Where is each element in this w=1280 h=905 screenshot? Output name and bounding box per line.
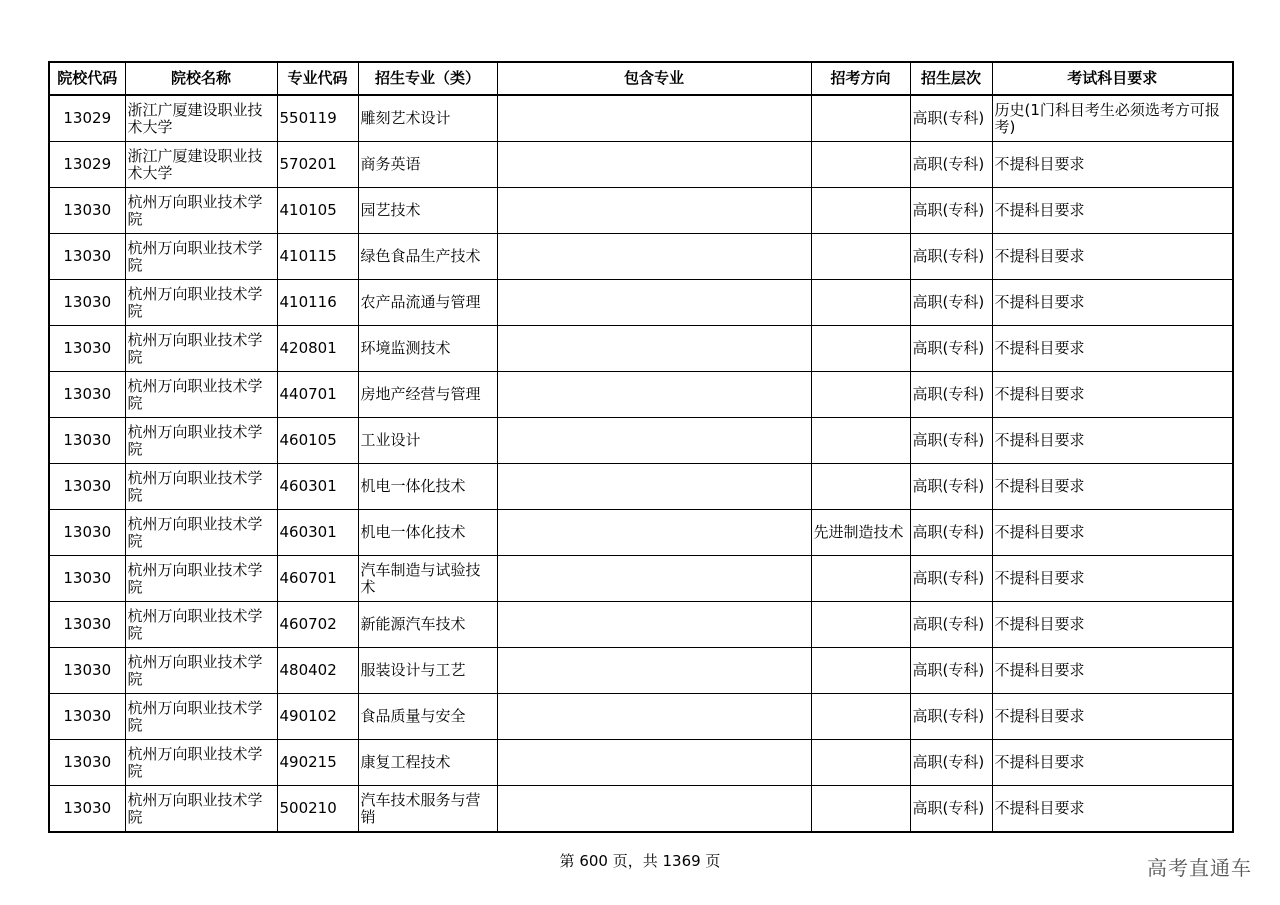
cell-direction — [811, 280, 910, 326]
cell-school-name: 杭州万向职业技术学院 — [125, 648, 277, 694]
cell-subject-requirement: 不提科目要求 — [992, 142, 1233, 188]
cell-direction — [811, 418, 910, 464]
cell-major-code: 480402 — [277, 648, 358, 694]
cell-school-name: 浙江广厦建设职业技术大学 — [125, 142, 277, 188]
cell-subject-requirement: 不提科目要求 — [992, 234, 1233, 280]
cell-major: 商务英语 — [358, 142, 497, 188]
cell-school-code: 13030 — [49, 280, 125, 326]
cell-major: 新能源汽车技术 — [358, 602, 497, 648]
page-number: 第 600 页，共 1369 页 — [559, 852, 721, 870]
cell-included-majors — [497, 648, 811, 694]
cell-level: 高职(专科) — [910, 142, 992, 188]
table-row — [49, 510, 1233, 556]
cell-major-code: 500210 — [277, 786, 358, 833]
cell-major: 机电一体化技术 — [358, 510, 497, 556]
cell-school-name: 杭州万向职业技术学院 — [125, 418, 277, 464]
cell-level: 高职(专科) — [910, 418, 992, 464]
cell-school-code: 13030 — [49, 188, 125, 234]
cell-major-code: 490102 — [277, 694, 358, 740]
cell-included-majors — [497, 95, 811, 142]
cell-school-name: 杭州万向职业技术学院 — [125, 556, 277, 602]
cell-school-name: 杭州万向职业技术学院 — [125, 372, 277, 418]
cell-school-code: 13030 — [49, 556, 125, 602]
cell-school-name: 杭州万向职业技术学院 — [125, 510, 277, 556]
table-row — [49, 188, 1233, 234]
cell-subject-requirement: 不提科目要求 — [992, 556, 1233, 602]
cell-subject-requirement: 不提科目要求 — [992, 602, 1233, 648]
cell-school-code: 13030 — [49, 372, 125, 418]
cell-subject-requirement: 不提科目要求 — [992, 326, 1233, 372]
cell-major: 服装设计与工艺 — [358, 648, 497, 694]
table-row — [49, 326, 1233, 372]
cell-major-code: 460105 — [277, 418, 358, 464]
cell-school-code: 13029 — [49, 142, 125, 188]
cell-included-majors — [497, 602, 811, 648]
cell-level: 高职(专科) — [910, 694, 992, 740]
cell-subject-requirement: 不提科目要求 — [992, 418, 1233, 464]
table-row — [49, 418, 1233, 464]
cell-level: 高职(专科) — [910, 372, 992, 418]
cell-school-name: 杭州万向职业技术学院 — [125, 234, 277, 280]
cell-level: 高职(专科) — [910, 234, 992, 280]
cell-included-majors — [497, 740, 811, 786]
cell-included-majors — [497, 326, 811, 372]
cell-direction — [811, 188, 910, 234]
table-row — [49, 602, 1233, 648]
cell-major: 农产品流通与管理 — [358, 280, 497, 326]
cell-major: 汽车制造与试验技术 — [358, 556, 497, 602]
cell-subject-requirement: 不提科目要求 — [992, 372, 1233, 418]
cell-major-code: 550119 — [277, 95, 358, 142]
table-row — [49, 464, 1233, 510]
cell-school-name: 杭州万向职业技术学院 — [125, 326, 277, 372]
cell-direction — [811, 602, 910, 648]
cell-level: 高职(专科) — [910, 510, 992, 556]
table-row — [49, 372, 1233, 418]
cell-major: 环境监测技术 — [358, 326, 497, 372]
cell-level: 高职(专科) — [910, 464, 992, 510]
header-school-name: 院校名称 — [125, 62, 277, 95]
cell-school-name: 杭州万向职业技术学院 — [125, 188, 277, 234]
cell-major-code: 410105 — [277, 188, 358, 234]
table-row — [49, 142, 1233, 188]
header-row — [49, 62, 1233, 95]
header-direction: 招考方向 — [811, 62, 910, 95]
cell-school-name: 杭州万向职业技术学院 — [125, 464, 277, 510]
cell-included-majors — [497, 188, 811, 234]
cell-major-code: 460702 — [277, 602, 358, 648]
cell-subject-requirement: 不提科目要求 — [992, 648, 1233, 694]
cell-major: 工业设计 — [358, 418, 497, 464]
cell-direction — [811, 372, 910, 418]
cell-school-name: 杭州万向职业技术学院 — [125, 786, 277, 833]
cell-direction — [811, 694, 910, 740]
cell-direction — [811, 556, 910, 602]
cell-school-code: 13029 — [49, 95, 125, 142]
cell-school-code: 13030 — [49, 418, 125, 464]
cell-subject-requirement: 历史(1门科目考生必须选考方可报考) — [992, 95, 1233, 142]
cell-major-code: 410116 — [277, 280, 358, 326]
cell-major-code: 440701 — [277, 372, 358, 418]
cell-level: 高职(专科) — [910, 740, 992, 786]
cell-direction: 先进制造技术 — [811, 510, 910, 556]
cell-subject-requirement: 不提科目要求 — [992, 188, 1233, 234]
watermark-logo: 高考直通车 — [1147, 856, 1252, 880]
cell-included-majors — [497, 694, 811, 740]
cell-included-majors — [497, 786, 811, 833]
cell-school-code: 13030 — [49, 510, 125, 556]
cell-level: 高职(专科) — [910, 95, 992, 142]
header-included-majors: 包含专业 — [497, 62, 811, 95]
cell-major: 汽车技术服务与营销 — [358, 786, 497, 833]
cell-major-code: 410115 — [277, 234, 358, 280]
table-row — [49, 556, 1233, 602]
cell-included-majors — [497, 418, 811, 464]
cell-included-majors — [497, 510, 811, 556]
cell-school-code: 13030 — [49, 464, 125, 510]
cell-school-code: 13030 — [49, 786, 125, 833]
cell-major-code: 570201 — [277, 142, 358, 188]
cell-major: 房地产经营与管理 — [358, 372, 497, 418]
cell-major-code: 460301 — [277, 510, 358, 556]
cell-school-code: 13030 — [49, 694, 125, 740]
cell-subject-requirement: 不提科目要求 — [992, 464, 1233, 510]
cell-major: 雕刻艺术设计 — [358, 95, 497, 142]
header-school-code: 院校代码 — [49, 62, 125, 95]
cell-major-code: 490215 — [277, 740, 358, 786]
cell-subject-requirement: 不提科目要求 — [992, 786, 1233, 833]
table-row — [49, 786, 1233, 833]
cell-direction — [811, 740, 910, 786]
cell-direction — [811, 648, 910, 694]
cell-level: 高职(专科) — [910, 786, 992, 833]
cell-school-name: 杭州万向职业技术学院 — [125, 602, 277, 648]
cell-major: 园艺技术 — [358, 188, 497, 234]
cell-included-majors — [497, 234, 811, 280]
cell-level: 高职(专科) — [910, 648, 992, 694]
cell-direction — [811, 95, 910, 142]
cell-included-majors — [497, 464, 811, 510]
table-row — [49, 95, 1233, 142]
table-row — [49, 694, 1233, 740]
cell-included-majors — [497, 142, 811, 188]
cell-major-code: 460701 — [277, 556, 358, 602]
cell-included-majors — [497, 280, 811, 326]
cell-direction — [811, 326, 910, 372]
cell-level: 高职(专科) — [910, 556, 992, 602]
cell-school-code: 13030 — [49, 740, 125, 786]
cell-subject-requirement: 不提科目要求 — [992, 510, 1233, 556]
cell-school-name: 杭州万向职业技术学院 — [125, 740, 277, 786]
table-row — [49, 648, 1233, 694]
table-row — [49, 740, 1233, 786]
header-subject-requirement: 考试科目要求 — [992, 62, 1233, 95]
cell-major: 康复工程技术 — [358, 740, 497, 786]
table-row — [49, 234, 1233, 280]
cell-school-name: 杭州万向职业技术学院 — [125, 280, 277, 326]
cell-included-majors — [497, 556, 811, 602]
cell-subject-requirement: 不提科目要求 — [992, 280, 1233, 326]
cell-major: 绿色食品生产技术 — [358, 234, 497, 280]
cell-school-code: 13030 — [49, 326, 125, 372]
cell-subject-requirement: 不提科目要求 — [992, 694, 1233, 740]
cell-school-name: 浙江广厦建设职业技术大学 — [125, 95, 277, 142]
cell-level: 高职(专科) — [910, 280, 992, 326]
header-major: 招生专业（类） — [358, 62, 497, 95]
cell-direction — [811, 786, 910, 833]
header-major-code: 专业代码 — [277, 62, 358, 95]
cell-school-code: 13030 — [49, 602, 125, 648]
cell-major: 食品质量与安全 — [358, 694, 497, 740]
cell-level: 高职(专科) — [910, 188, 992, 234]
table-row — [49, 280, 1233, 326]
cell-direction — [811, 464, 910, 510]
header-level: 招生层次 — [910, 62, 992, 95]
cell-direction — [811, 142, 910, 188]
cell-major-code: 460301 — [277, 464, 358, 510]
cell-major: 机电一体化技术 — [358, 464, 497, 510]
cell-school-code: 13030 — [49, 648, 125, 694]
cell-school-name: 杭州万向职业技术学院 — [125, 694, 277, 740]
cell-subject-requirement: 不提科目要求 — [992, 740, 1233, 786]
admissions-table — [48, 61, 1234, 833]
cell-major-code: 420801 — [277, 326, 358, 372]
cell-included-majors — [497, 372, 811, 418]
cell-school-code: 13030 — [49, 234, 125, 280]
cell-level: 高职(专科) — [910, 326, 992, 372]
table-body — [49, 95, 1233, 832]
cell-level: 高职(专科) — [910, 602, 992, 648]
cell-direction — [811, 234, 910, 280]
